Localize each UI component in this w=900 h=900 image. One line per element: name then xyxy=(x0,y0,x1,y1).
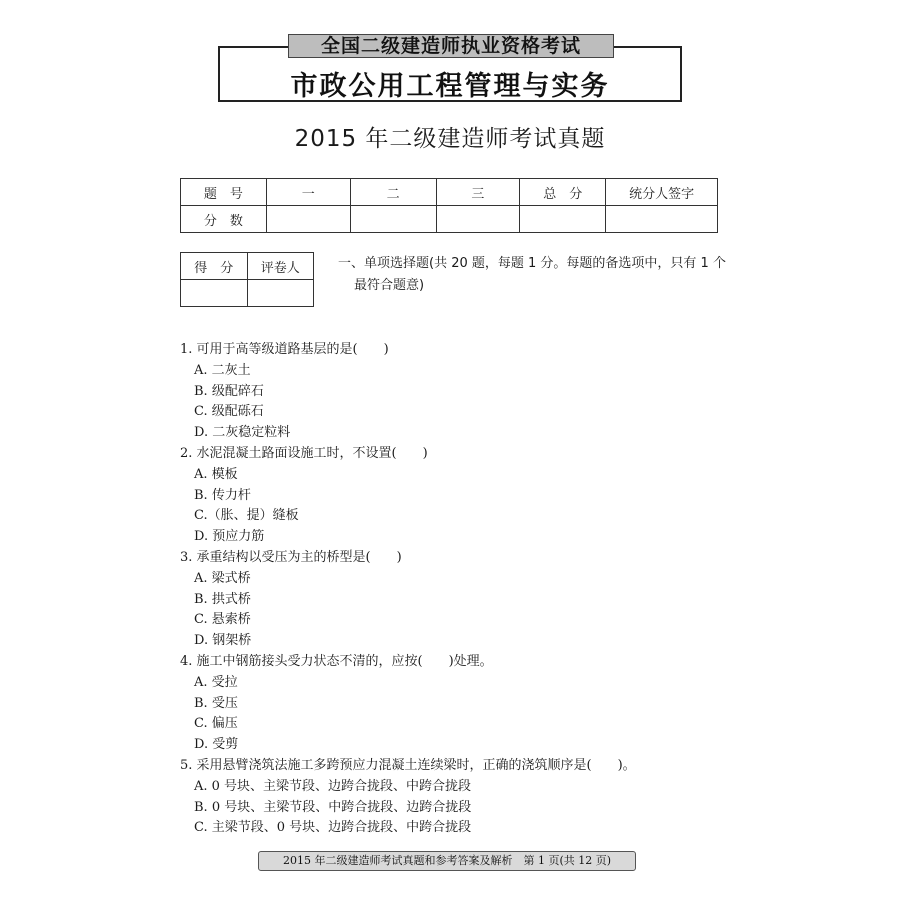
section-heading xyxy=(338,253,738,297)
question-option: C. 偏压 xyxy=(194,716,238,732)
grader-header-row xyxy=(181,253,314,280)
page-footer: 2015 年二级建造师考试真题和参考答案及解析 第 1 页(共 12 页) xyxy=(258,851,636,871)
score-cell xyxy=(350,206,436,233)
question-option: D. 钢架桥 xyxy=(194,633,252,649)
question-option: B. 受压 xyxy=(194,695,238,711)
question-option: A. 受拉 xyxy=(194,674,238,690)
question-option: C. 级配砾石 xyxy=(194,404,264,420)
question-stem: 1. 可用于高等级道路基层的是( ) xyxy=(180,342,389,357)
document-title: 2015 年二级建造师考试真题 xyxy=(294,126,606,152)
score-table-value-row xyxy=(181,206,718,233)
score-cell xyxy=(606,206,718,233)
grader-cell xyxy=(247,280,314,307)
score-header-cell: 题 号 xyxy=(181,179,267,206)
subject-title: 市政公用工程管理与实务 xyxy=(290,71,610,102)
question-option: A. 0 号块、主梁节段、边跨合拢段、中跨合拢段 xyxy=(194,778,472,794)
score-table xyxy=(180,178,718,233)
question-option: B. 0 号块、主梁节段、中跨合拢段、边跨合拢段 xyxy=(194,799,472,815)
score-header-cell: 三 xyxy=(436,179,520,206)
question-option: D. 预应力筋 xyxy=(194,529,265,545)
grader-table xyxy=(180,252,314,307)
question-stem: 4. 施工中钢筋接头受力状态不清的，应按( )处理。 xyxy=(180,653,493,669)
question-option: B. 传力杆 xyxy=(194,487,251,503)
grader-header-cell: 评卷人 xyxy=(247,253,314,280)
section-heading-line1: 一、单项选择题(共 20 题，每题 1 分。每题的备选项中，只有 1 个 xyxy=(338,256,726,271)
score-header-cell: 统分人签字 xyxy=(606,179,718,206)
question-stem: 2. 水泥混凝土路面设施工时，不设置( ) xyxy=(180,445,428,461)
question-option: B. 拱式桥 xyxy=(194,591,251,607)
question-option: B. 级配碎石 xyxy=(194,383,264,399)
question-option: A. 二灰土 xyxy=(194,362,251,378)
score-header-cell: 总 分 xyxy=(520,179,606,206)
header-banner xyxy=(218,35,682,102)
score-row-label: 分 数 xyxy=(181,206,267,233)
question-option: A. 梁式桥 xyxy=(194,570,251,586)
question-option: C.（胀、提）缝板 xyxy=(194,508,299,524)
grader-cell xyxy=(181,280,248,307)
grader-header-cell: 得 分 xyxy=(181,253,248,280)
question-option: D. 二灰稳定粒料 xyxy=(194,425,291,441)
question-list xyxy=(180,340,740,839)
score-cell xyxy=(436,206,520,233)
question-option: C. 主梁节段、0 号块、边跨合拢段、中跨合拢段 xyxy=(194,820,472,836)
question-option: A. 模板 xyxy=(194,466,238,482)
score-table-header-row xyxy=(181,179,718,206)
section-heading-line2: 最符合题意) xyxy=(354,278,425,293)
question-stem: 5. 采用悬臂浇筑法施工多跨预应力混凝土连续梁时，正确的浇筑顺序是( )。 xyxy=(180,757,636,773)
exam-series-label: 全国二级建造师执业资格考试 xyxy=(288,34,614,58)
score-header-cell: 一 xyxy=(266,179,350,206)
score-cell xyxy=(520,206,606,233)
question-stem: 3. 承重结构以受压为主的桥型是( ) xyxy=(180,549,402,565)
question-option: D. 受剪 xyxy=(194,737,239,753)
question-option: C. 悬索桥 xyxy=(194,612,251,628)
grader-value-row xyxy=(181,280,314,307)
score-cell xyxy=(266,206,350,233)
score-header-cell: 二 xyxy=(350,179,436,206)
